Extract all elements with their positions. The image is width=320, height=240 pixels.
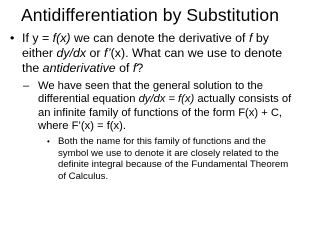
bullet-dash-icon: – (23, 79, 30, 92)
bullet-level-3 (6, 136, 294, 182)
bullet-level-1 (6, 31, 294, 77)
slide-title: Antidifferentiation by Substitution (20, 5, 280, 25)
bullet-level-2 (6, 80, 294, 134)
bullet-3-text: Both the name for this family of functions and the symbol we use to denote it are closely related to the definite integral because of the Fundamental Theorem of Calculus. (58, 135, 289, 182)
bullet-2-text: We have seen that the general solution to the differential equation dy/dx = f(x) actually consists of an infinite family of functions of the form F(x) + C, where F’(x) = f(x). (38, 79, 292, 133)
bullet-1-text: If y = f(x) we can denote the derivative of f by either dy/dx or f’(x). What can we use to denote the antiderivative of f? (22, 31, 283, 76)
bullet-dot-icon: • (10, 31, 15, 45)
bullet-dot-icon: • (47, 136, 50, 146)
